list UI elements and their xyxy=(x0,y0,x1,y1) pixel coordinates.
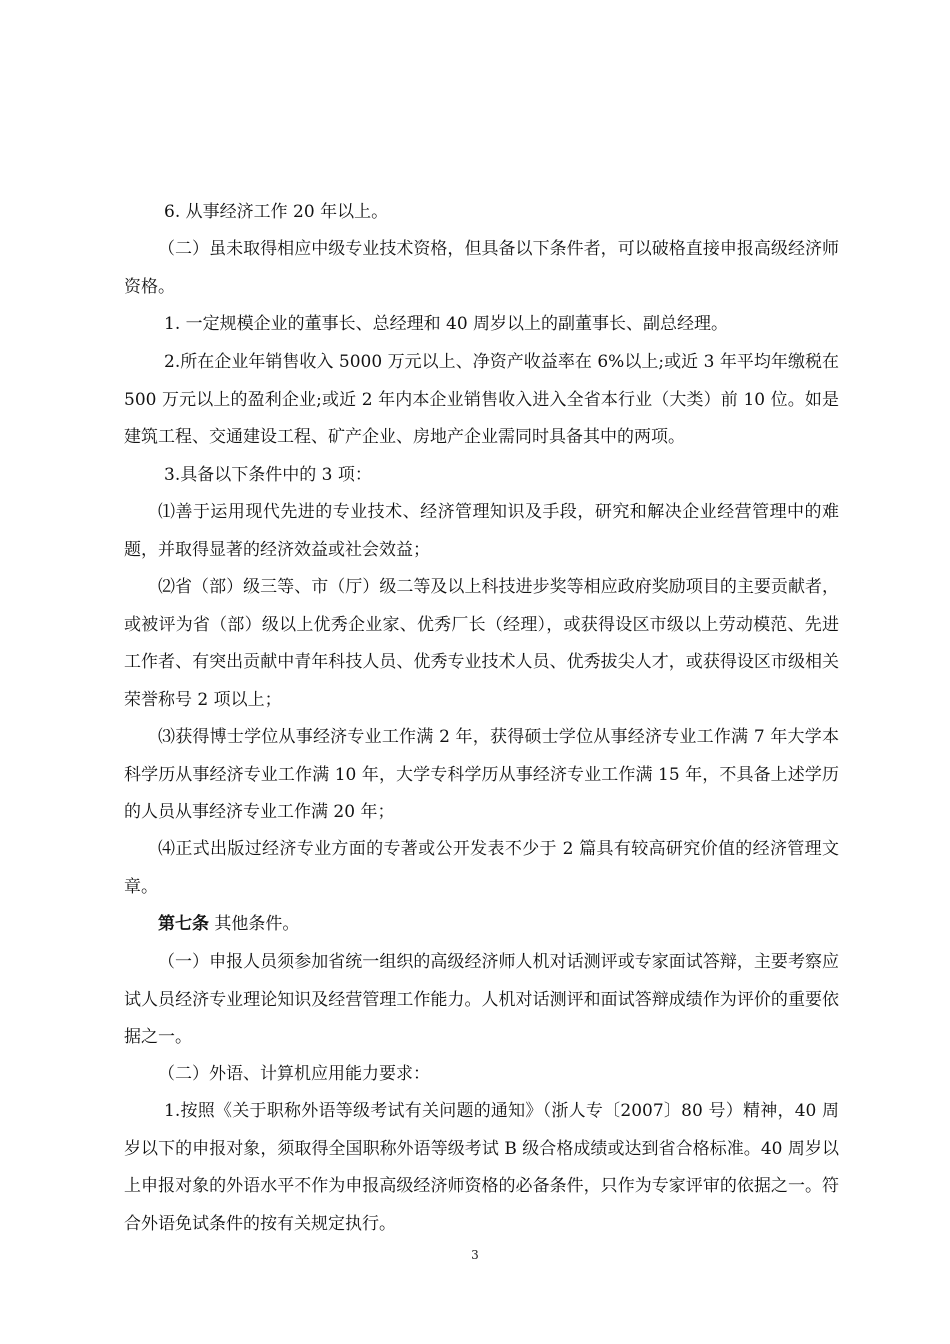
paragraph-subitem-2: ⑵省（部）级三等、市（厅）级二等及以上科技进步奖等相应政府奖励项目的主要贡献者，或被评为省（部）级以上优秀企业家、优秀厂长（经理），或获得设区市级以上劳动模范、先进工作者、有突出贡献中青年科技人员、优秀专业技术人员、优秀拔尖人才，或获得设区市级相关荣誉称号 2 项以上； xyxy=(124,577,839,710)
paragraph-exception-intro: （二）虽未取得相应中级专业技术资格，但具备以下条件者，可以破格直接申报高级经济师资格。 xyxy=(124,239,839,297)
paragraph-item-3: 3.具备以下条件中的 3 项： xyxy=(164,465,372,485)
paragraph-other-2: （二）外语、计算机应用能力要求： xyxy=(158,1064,430,1084)
paragraph-item-6: 6. 从事经济工作 20 年以上。 xyxy=(164,202,389,222)
paragraph-subitem-3: ⑶获得博士学位从事经济专业工作满 2 年，获得硕士学位从事经济专业工作满 7 年大学本科学历从事经济专业工作满 10 年，大学专科学历从事经济专业工作满 15 年，不具备上述学历的人员从事经济专业工作满 20 年； xyxy=(124,727,839,823)
article-seven-heading xyxy=(124,906,839,944)
paragraph-subitem-4: ⑷正式出版过经济专业方面的专著或公开发表不少于 2 篇具有较高研究价值的经济管理文章。 xyxy=(124,839,839,897)
article-seven-text: 其他条件。 xyxy=(209,914,300,934)
page-number: 3 xyxy=(471,1248,479,1262)
article-seven-label: 第七条 xyxy=(158,914,209,934)
paragraph-item-2: 2.所在企业年销售收入 5000 万元以上、净资产收益率在 6%以上;或近 3 年平均年缴税在 500 万元以上的盈利企业;或近 2 年内本企业销售收入进入全省本行业（大类）前 10 位。如是建筑工程、交通建设工程、矿产企业、房地产企业需同时具备其中的两项。 xyxy=(124,352,839,448)
paragraph-item-1: 1. 一定规模企业的董事长、总经理和 40 周岁以上的副董事长、副总经理。 xyxy=(164,314,729,334)
paragraph-language-requirement: 1.按照《关于职称外语等级考试有关问题的通知》（浙人专〔2007〕80 号）精神，40 周岁以下的申报对象，须取得全国职称外语等级考试 B 级合格成绩或达到省合格标准。40 周岁以上申报对象的外语水平不作为申报高级经济师资格的必备条件，只作为专家评审的依据之一。符合外语免试条件的按有关规定执行。 xyxy=(124,1101,839,1234)
paragraph-subitem-1: ⑴善于运用现代先进的专业技术、经济管理知识及手段，研究和解决企业经营管理中的难题，并取得显著的经济效益或社会效益； xyxy=(124,502,839,560)
paragraph-other-1: （一）申报人员须参加省统一组织的高级经济师人机对话测评或专家面试答辩，主要考察应试人员经济专业理论知识及经营管理工作能力。人机对话测评和面试答辩成绩作为评价的重要依据之一。 xyxy=(124,952,839,1048)
